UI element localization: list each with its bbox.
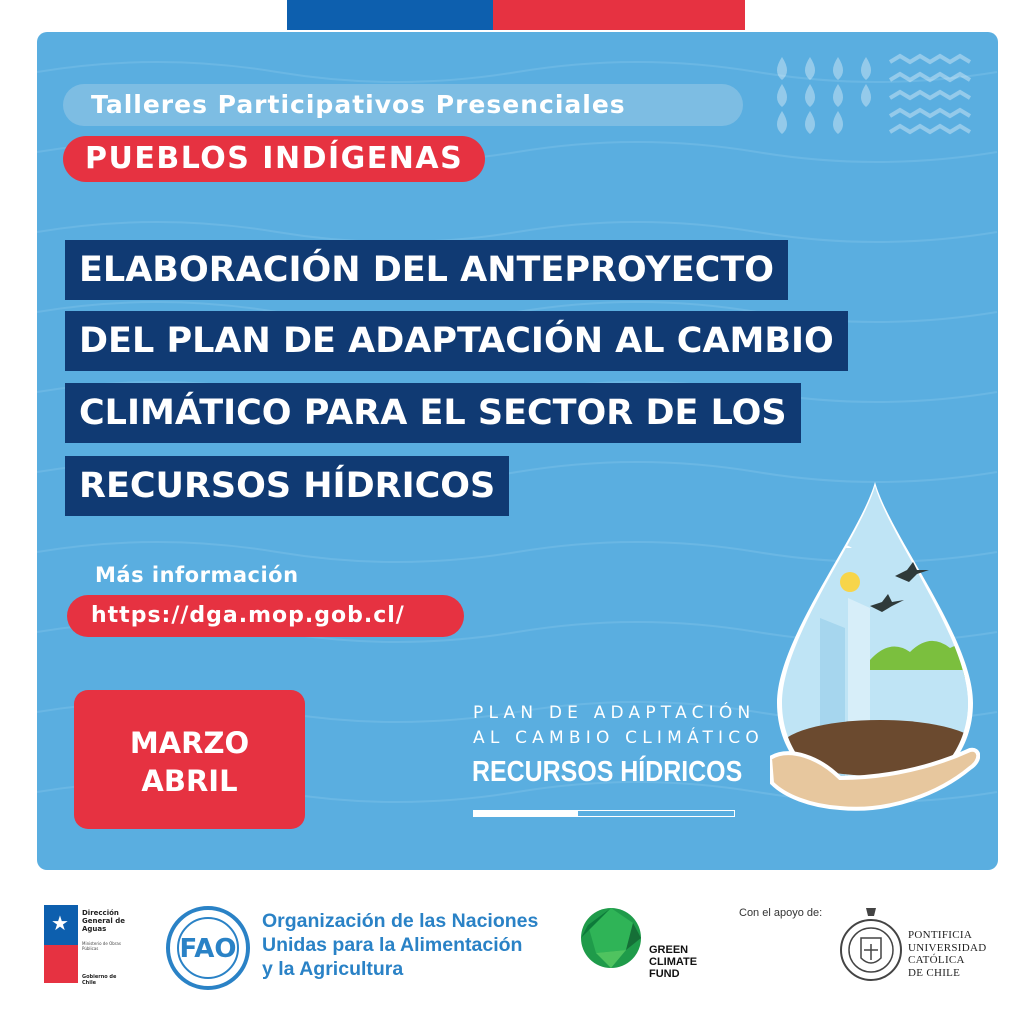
chile-star-icon: ★ — [51, 911, 69, 935]
gob-line-2: Ministerio de Obras Públicas — [82, 941, 121, 951]
puc-seal-icon — [838, 902, 904, 990]
audience-tag: PUEBLOS INDÍGENAS — [63, 136, 485, 182]
fao-name — [262, 909, 538, 981]
drop-pattern-icon — [772, 52, 977, 137]
dates-box — [74, 690, 305, 829]
water-drop-landscape-icon — [770, 478, 980, 828]
fao-line-1: Organización de las Naciones — [262, 910, 539, 932]
info-url-link[interactable]: https://dga.mop.gob.cl/ — [67, 595, 464, 637]
gcf-line-2: CLIMATE — [649, 956, 698, 968]
puc-line-3: CATÓLICA — [908, 954, 965, 966]
title-line-4: RECURSOS HÍDRICOS — [65, 456, 509, 516]
fao-emblem-icon — [165, 905, 251, 991]
plan-logo-line-2: AL CAMBIO CLIMÁTICO — [473, 728, 764, 748]
gob-line-1: Dirección General de Aguas — [82, 909, 125, 933]
date-line-1: MARZO — [129, 726, 250, 760]
gcf-line-3: FUND — [649, 968, 680, 980]
plan-logo-bar-fill — [474, 811, 578, 816]
subtitle-pill: Talleres Participativos Presenciales — [63, 84, 743, 126]
plan-logo-line-1: PLAN DE ADAPTACIÓN — [473, 703, 756, 723]
plan-logo-bar — [473, 810, 735, 817]
gobierno-logo — [44, 905, 132, 986]
support-label: Con el apoyo de: — [739, 907, 823, 919]
more-info-label: Más información — [95, 563, 299, 587]
puc-line-4: DE CHILE — [908, 966, 961, 979]
title-line-2: DEL PLAN DE ADAPTACIÓN AL CAMBIO — [65, 311, 848, 371]
gcf-name — [649, 944, 697, 980]
puc-line-2: UNIVERSIDAD — [908, 941, 987, 954]
plan-logo-line-3: RECURSOS HÍDRICOS — [472, 756, 743, 788]
flag-stripe — [287, 0, 745, 30]
svg-text:FAO: FAO — [179, 934, 237, 964]
fao-line-2: Unidas para la Alimentación — [262, 934, 523, 956]
title-line-3: CLIMÁTICO PARA EL SECTOR DE LOS — [65, 383, 801, 443]
fao-line-3: y la Agricultura — [262, 958, 404, 980]
title-line-1: ELABORACIÓN DEL ANTEPROYECTO — [65, 240, 788, 300]
gcf-globe-icon — [578, 905, 644, 971]
gob-line-3: Gobierno de Chile — [82, 974, 117, 986]
puc-name — [908, 929, 986, 979]
puc-line-1: PONTIFICIA — [908, 929, 973, 941]
gcf-line-1: GREEN — [649, 944, 689, 956]
date-line-2: ABRIL — [141, 764, 238, 798]
